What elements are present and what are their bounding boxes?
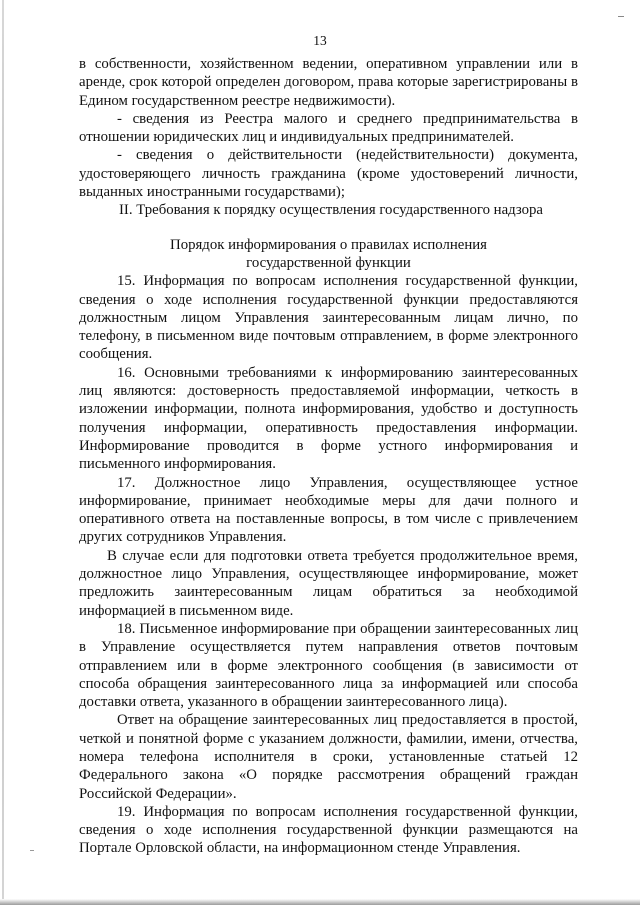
scan-artifact	[618, 16, 624, 17]
paragraph-19: 19. Информация по вопросам исполнения государственной функции, сведения о ходе исполнения государственной функции размещаются на Портале Орловской области, на информационном стенде Управления.	[79, 803, 578, 857]
paragraph-15: 15. Информация по вопросам исполнения государственной функции, сведения о ходе исполнения государственной функции предоставляются должностным лицом Управления заинтересованным лицам лично, по телефону, в письменном виде почтовым отправлением, в форме электронного сообщения.	[79, 273, 578, 363]
scan-left-edge	[2, 0, 4, 905]
sub-heading	[79, 236, 578, 273]
paragraph-18-continued: Ответ на обращение заинтересованных лиц предоставляется в простой, четкой и понятной форме с указанием должности, фамилии, имени, отчества, номера телефона исполнителя в сроки, установленные статьей 12 Федерального закона «О порядке рассмотрения обращений граждан Российской Федерации».	[79, 712, 578, 802]
paragraph-17: 17. Должностное лицо Управления, осуществляющее устное информирование, принимает необходимые меры для дачи полного и оперативного ответа на поставленные вопросы, в том числе с привлечением других сотрудников Управления.	[79, 474, 578, 546]
sub-heading-line-2: государственной функции	[246, 254, 411, 271]
paragraph-16: 16. Основными требованиями к информированию заинтересованных лиц являются: достоверность предоставляемой информации, четкость в изложении информации, полнота информирования, удобство и доступность получения информации, оперативность предоставления информации. Информирование проводится в форме устного информирования и письменного информирования.	[79, 364, 578, 473]
paragraph-18: 18. Письменное информирование при обращении заинтересованных лиц в Управление осуществляется путем направления ответов почтовым отправлением или в форме электронного сообщения (в зависимости от способа обращения заинтересованного лица за информацией или способа доставки ответа, указанного в обращении заинтересованного лица).	[79, 620, 578, 711]
paragraph-continuation: в собственности, хозяйственном ведении, оперативном управлении или в аренде, срок которой определен договором, права которые зарегистрированы в Едином государственном реестре недвижимости).	[79, 56, 578, 109]
scan-artifact	[30, 850, 34, 851]
scan-bottom-edge	[0, 899, 640, 905]
sub-heading-line-1: Порядок информирования о правилах исполнения	[170, 236, 487, 253]
paragraph-sme-registry: - сведения из Реестра малого и среднего предпринимательства в отношении юридических лиц и индивидуальных предпринимателей.	[79, 110, 578, 146]
paragraph-17-continued: В случае если для подготовки ответа требуется продолжительное время, должностное лицо Управления, осуществляющее информирование, может предложить заинтересованным лицам обратиться за необходимой информацией в письменном виде.	[79, 547, 578, 619]
paragraph-document-validity: - сведения о действительности (недействительности) документа, удостоверяющего личность гражданина (кроме удостоверений личности, выданных иностранными государствами);	[79, 147, 578, 201]
page-number: 13	[313, 33, 327, 48]
document-body	[79, 55, 578, 858]
section-heading: II. Требования к порядку осуществления государственного надзора	[119, 202, 543, 219]
